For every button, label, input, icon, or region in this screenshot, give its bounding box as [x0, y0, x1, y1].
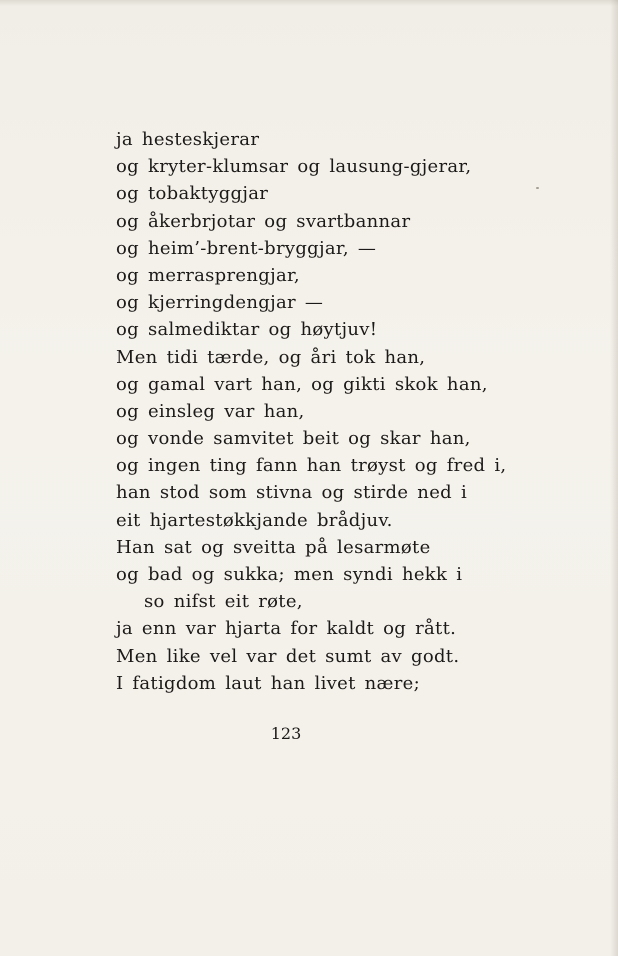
poem-line: eit hjartestøkkjande brådjuv. — [116, 509, 393, 531]
poem-line: og einsleg var han, — [116, 400, 305, 422]
poem-line: han stod som stivna og stirde ned i — [116, 482, 468, 504]
paper-speck — [536, 187, 539, 189]
poem-line: og heim’-brent-bryggjar, — — [116, 237, 377, 259]
page-right-edge — [610, 0, 618, 956]
page-number: 123 — [270, 724, 302, 743]
poem-line: og åkerbrjotar og svartbannar — [116, 210, 411, 232]
poem-text — [116, 126, 506, 697]
poem-line: Men tidi tærde, og åri tok han, — [116, 346, 426, 368]
poem-line: Men like vel var det sumt av godt. — [116, 645, 460, 667]
poem-line: ja hesteskjerar — [116, 129, 260, 150]
poem-line: og ingen ting fann han trøyst og fred i, — [116, 455, 507, 477]
poem-line: og bad og sukka; men syndi hekk i — [116, 564, 463, 585]
poem-line: og kjerringdengjar — — [116, 292, 324, 314]
poem-line: og salmediktar og høytjuv! — [116, 319, 378, 341]
poem-line: og tobaktyggjar — [116, 183, 269, 205]
poem-line: ja enn var hjarta for kaldt og rått. — [116, 618, 457, 640]
poem-line: og merrasprengjar, — [116, 264, 300, 286]
poem-line: Han sat og sveitta på lesarmøte — [116, 536, 431, 558]
poem-line: og gamal vart han, og gikti skok han, — [116, 373, 488, 395]
poem-line: og vonde samvitet beit og skar han, — [116, 428, 471, 450]
page-top-edge — [0, 0, 618, 6]
poem-line-indented: so nifst eit røte, — [144, 591, 303, 613]
poem-line: og kryter-klumsar og lausung-gjerar, — [116, 156, 472, 178]
poem-line: I fatigdom laut han livet nære; — [116, 672, 420, 694]
